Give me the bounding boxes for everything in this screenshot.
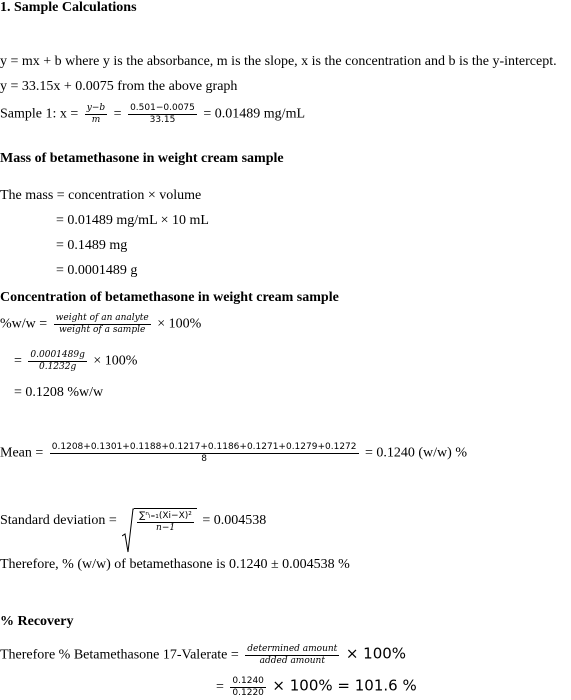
fraction-numerator: 0.501−0.0075 (130, 103, 195, 113)
fraction-denominator: 0.1232g (38, 362, 77, 372)
fraction-sd (137, 511, 194, 534)
fraction-determined-over-added (245, 644, 339, 667)
fraction-recovery-values (230, 676, 266, 699)
ww-values-suffix: × 100% (93, 353, 138, 369)
mean-calculation (0, 442, 467, 465)
mass-line-4: = 0.0001489 g (56, 263, 138, 278)
fraction-numerator: 0.1208+0.1301+0.1188+0.1217+0.1186+0.1271+0.1279+0.1272 (51, 442, 357, 452)
fraction-numerator: y−b (86, 103, 106, 113)
mean-result: = 0.1240 (w/w) % (365, 445, 467, 461)
ww-suffix: × 100% (157, 316, 202, 332)
sample1-calculation: Sample 1: x = $\frac{y-b}{m}$ = $\frac{0.501-0.0075}{33.15}$ = 0.01489 mg/mL (0, 103, 306, 125)
fraction-denominator: 0.1220 (232, 688, 264, 698)
fraction-numerator: ∑ⁿᵢ₌₁(Xi−X)² (139, 511, 192, 521)
fraction-denominator: n−1 (156, 523, 176, 533)
equation-definition: y = mx + b where y is the absorbance, m is the slope, x is the concentration and b is the y-intercept. (0, 54, 557, 69)
fraction-y-minus-b-over-m (85, 103, 107, 126)
mass-line-3: = 0.1489 mg (56, 238, 128, 253)
fraction-numerator: weight of an analyte (55, 313, 149, 323)
mean-prefix: Mean = (0, 445, 44, 461)
sd-prefix: Standard deviation = (0, 513, 117, 529)
fraction-sample1-values (128, 103, 197, 126)
therefore-ww: Therefore, % (w/w) of betamethasone is 0.1240 ± 0.004538 % (0, 557, 350, 572)
recovery-prefix: Therefore % Betamethasone 17-Valerate = (0, 647, 239, 663)
section-title-sample-calculations: 1. Sample Calculations (0, 0, 137, 15)
square-root (122, 508, 197, 534)
fraction-denominator: 33.15 (149, 115, 176, 125)
fraction-denominator: added amount (259, 656, 325, 666)
fraction-mean (50, 442, 359, 465)
fraction-denominator: m (91, 115, 101, 125)
fraction-numerator: determined amount (247, 644, 338, 654)
sd-result: = 0.004538 (202, 513, 267, 529)
ww-formula (0, 313, 201, 336)
fraction-denominator: weight of a sample (59, 325, 146, 335)
mass-line-1: The mass = concentration × volume (0, 188, 202, 203)
fraction-ww-values (28, 350, 86, 373)
sd-calculation (0, 508, 266, 534)
section-title-concentration: Concentration of betamethasone in weight cream sample (0, 290, 339, 305)
fraction-numerator: 0.0001489g (30, 350, 85, 360)
recovery-result: × 100% = 101.6 % (272, 676, 417, 695)
mass-line-2: = 0.01489 mg/mL × 10 mL (56, 213, 209, 228)
ww-prefix: %w/w = (0, 316, 48, 332)
recovery-suffix: × 100% (345, 644, 407, 663)
ww-values-line: = $\frac{0.0001489g}{0.1232g}$ × 100% (14, 350, 138, 372)
recovery-formula (0, 644, 406, 667)
recovery-values-line: = $\frac{0.1240}{0.1220}$ × 100% = 101.6 % (216, 676, 417, 698)
fraction-weight-analyte-over-sample (54, 313, 151, 336)
graph-equation: y = 33.15x + 0.0075 from the above graph (0, 79, 238, 94)
fraction-numerator: 0.1240 (232, 676, 264, 686)
fraction-denominator: 8 (201, 454, 207, 464)
sample1-prefix: Sample 1: x = (0, 106, 79, 122)
section-title-recovery: % Recovery (0, 614, 74, 629)
section-title-mass: Mass of betamethasone in weight cream sample (0, 151, 284, 166)
ww-result: = 0.1208 %w/w (14, 385, 104, 400)
radical-sign-icon (122, 508, 134, 554)
sample1-result: = 0.01489 mg/mL (203, 106, 306, 122)
